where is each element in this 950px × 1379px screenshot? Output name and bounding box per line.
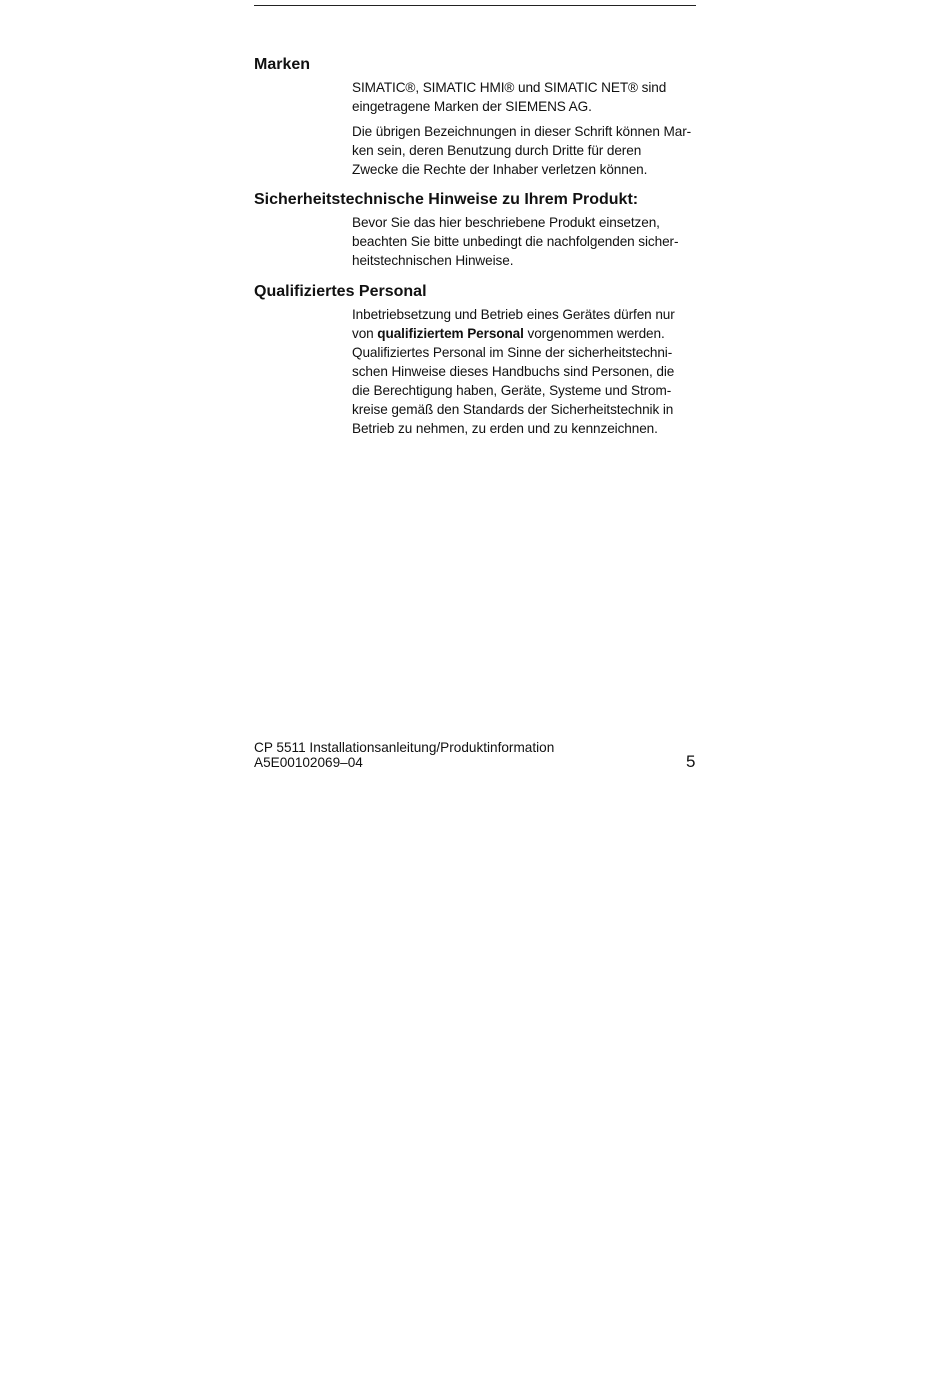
top-rule	[254, 5, 696, 6]
text-line: heitstechnischen Hinweise.	[352, 253, 514, 268]
text-line: SIMATIC®, SIMATIC HMI® und SIMATIC NET® sind	[352, 80, 667, 95]
sicherheit-paragraph	[352, 213, 698, 270]
text-line: die Berechtigung haben, Geräte, Systeme und Strom-	[352, 383, 672, 398]
footer	[254, 740, 554, 770]
personal-paragraph	[352, 305, 698, 438]
text-line	[352, 324, 698, 343]
heading-personal: Qualifiziertes Personal	[254, 283, 427, 300]
text-line: schen Hinweise dieses Handbuchs sind Personen, die	[352, 364, 675, 379]
text-line: eingetragene Marken der SIEMENS AG.	[352, 99, 592, 114]
text-line: Qualifiziertes Personal im Sinne der sicherheitstechni-	[352, 345, 673, 360]
marken-paragraph-2	[352, 122, 698, 179]
marken-paragraph-1	[352, 78, 698, 116]
footer-doc-number: A5E00102069–04	[254, 755, 363, 770]
footer-title: CP 5511 Installationsanleitung/Produktinformation	[254, 740, 555, 755]
heading-marken: Marken	[254, 56, 311, 73]
text-line: beachten Sie bitte unbedingt die nachfolgenden sicher-	[352, 234, 679, 249]
text-run: von	[352, 326, 378, 341]
text-line: Betrieb zu nehmen, zu erden und zu kennzeichnen.	[352, 421, 658, 436]
bold-term: qualifiziertem Personal	[377, 326, 524, 341]
text-line: Die übrigen Bezeichnungen in dieser Schrift können Mar-	[352, 124, 692, 139]
text-line: Zwecke die Rechte der Inhaber verletzen können.	[352, 162, 648, 177]
text-line: Inbetriebsetzung und Betrieb eines Gerätes dürfen nur	[352, 307, 675, 322]
text-run: vorgenommen werden.	[523, 326, 665, 341]
text-line: kreise gemäß den Standards der Sicherheitstechnik in	[352, 402, 674, 417]
heading-sicherheit: Sicherheitstechnische Hinweise zu Ihrem Produkt:	[254, 191, 639, 208]
page-number: 5	[686, 752, 696, 771]
text-line: Bevor Sie das hier beschriebene Produkt einsetzen,	[352, 215, 660, 230]
text-line: ken sein, deren Benutzung durch Dritte für deren	[352, 143, 642, 158]
